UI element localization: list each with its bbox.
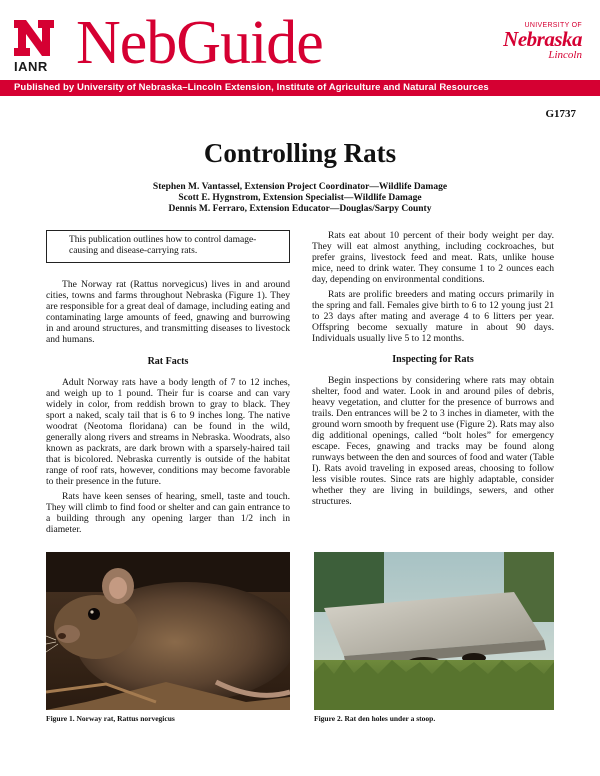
publisher-bar [0, 80, 600, 96]
figure-den-holes-photo [314, 552, 554, 710]
page-header [0, 0, 600, 82]
unl-campus-label: Lincoln [548, 49, 582, 61]
rat-senses-paragraph: Rats have keen senses of hearing, smell, taste and touch. They will climb to find food or shelter and can gain entrance to a building through any opening larger than 1/2 inch in diameter. [46, 491, 290, 535]
author-line: Dennis M. Ferraro, Extension Educator—Douglas/Sarpy County [168, 204, 432, 214]
author-line: Stephen M. Vantassel, Extension Project Coordinator—Wildlife Damage [152, 182, 448, 192]
ianr-label: IANR [14, 59, 48, 74]
publication-number: G1737 [545, 108, 576, 120]
nebguide-wordmark: NebGuide [76, 9, 323, 77]
figure-norway-rat-photo [46, 552, 290, 710]
unl-university-label: UNIVERSITY OF [524, 22, 582, 29]
intro-paragraph: The Norway rat (Rattus norvegicus) lives in and around cities, towns and farms throughout Nebraska (Figure 1). They are responsible for a great deal of damage, including eating and contaminating large amounts of feed, gnawing and burrowing in and around structures, and transmitting diseases to livestock and humans. [46, 279, 290, 345]
stoop-photo-illustration [314, 552, 554, 710]
figure-2-caption: Figure 2. Rat den holes under a stoop. [314, 714, 436, 723]
section-heading-inspecting: Inspecting for Rats [392, 354, 474, 365]
left-column [46, 230, 290, 539]
unl-logo [490, 22, 590, 64]
author-list [0, 182, 600, 215]
page-title: Controlling Rats [203, 138, 397, 168]
rat-photo-illustration [46, 552, 290, 710]
section-heading-rat-facts: Rat Facts [147, 356, 189, 367]
summary-box: This publication outlines how to control damage-causing and disease-carrying rats. [46, 230, 290, 263]
inspecting-paragraph: Begin inspections by considering where rats may obtain shelter, food and water. Look in and around piles of debris, heavy vegetation, and clutter for the presence of burrows and trails. Den entrances will be 2 to 3 inches in diameter, with the ground worn smooth by frequent use (Figure 2). Rats may also dig additional openings, called “bolt holes” for emergency escape. Feces, gnawing and tracks may be found along runways between the den and sources of food and water (Table I). Rats avoid traveling in exposed areas, choosing to follow less visible routes. Since rats are highly adaptable, consider whether they are living in buildings, sewers, and other structures. [312, 375, 554, 507]
rat-facts-paragraph: Adult Norway rats have a body length of 7 to 12 inches, and weigh up to 1 pound. Their fur is coarse and can vary widely in color, from reddish brown to gray to black. They sport a naked, scaly tail that is 6 to 9 inches long. The native woodrat (Neotoma floridana) can be found in the wild, generally along rivers and streams in Nebraska. Woodrats, also known as packrats, are dark brown with a sparsely-haired tail that is bicolored. Nebraska currently is outside of the habitat range of roof rats, however, conditions may become favorable to their presence in the future. [46, 377, 290, 487]
breeding-paragraph: Rats are prolific breeders and mating occurs primarily in the spring and fall. Females give birth to 6 to 12 young just 21 to 23 days after mating and average 4 to 6 litters per year. Offspring become sexually mature in about 90 days. Individuals usually live 5 to 12 months. [312, 289, 554, 344]
diet-paragraph: Rats eat about 10 percent of their body weight per day. They will eat almost anything, including cockroaches, but prefer grains, livestock feed and meat. Rats, unlike house mice, need to drink water. They consume 1 to 2 ounces each day, depending on environmental conditions. [312, 230, 554, 285]
figure-1-caption: Figure 1. Norway rat, Rattus norvegicus [46, 714, 175, 723]
right-column [312, 230, 554, 511]
ianr-n-icon [12, 18, 56, 58]
ianr-logo [12, 18, 56, 74]
author-line: Scott E. Hygnstrom, Extension Specialist—Wildlife Damage [178, 193, 422, 203]
publisher-text: Published by University of Nebraska–Lincoln Extension, Institute of Agriculture and Natural Resources [14, 82, 489, 93]
unl-name-label: Nebraska [503, 27, 582, 51]
